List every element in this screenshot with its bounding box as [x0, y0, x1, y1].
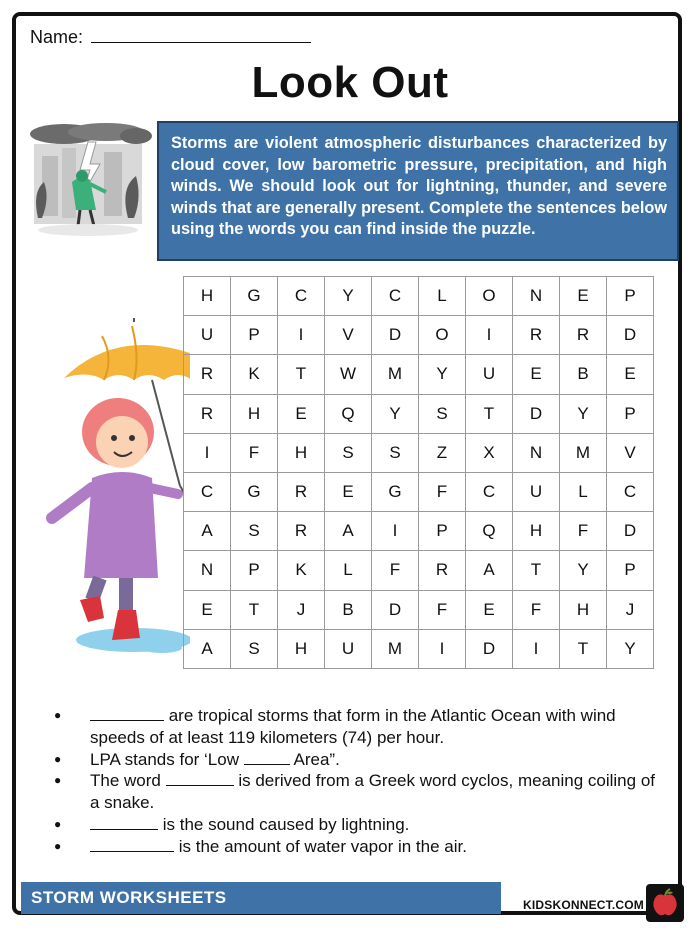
grid-cell[interactable]: T — [231, 590, 278, 629]
grid-cell[interactable]: O — [466, 277, 513, 316]
grid-cell[interactable]: C — [184, 472, 231, 511]
grid-cell[interactable]: J — [607, 590, 654, 629]
grid-row — [184, 277, 654, 316]
grid-cell[interactable]: G — [372, 472, 419, 511]
girl-umbrella-illustration — [22, 318, 190, 664]
grid-cell[interactable]: Y — [560, 551, 607, 590]
grid-cell[interactable]: D — [466, 629, 513, 668]
grid-row — [184, 512, 654, 551]
grid-cell[interactable]: I — [372, 512, 419, 551]
grid-cell[interactable]: P — [607, 551, 654, 590]
grid-cell[interactable]: E — [278, 394, 325, 433]
grid-cell[interactable]: B — [560, 355, 607, 394]
grid-cell[interactable]: H — [513, 512, 560, 551]
grid-cell[interactable]: R — [419, 551, 466, 590]
grid-cell[interactable]: H — [231, 394, 278, 433]
storm-person-illustration — [24, 122, 152, 240]
grid-cell[interactable]: T — [513, 551, 560, 590]
grid-cell[interactable]: C — [278, 277, 325, 316]
grid-cell[interactable]: D — [607, 512, 654, 551]
grid-cell[interactable]: L — [560, 472, 607, 511]
grid-row — [184, 472, 654, 511]
clue-item: ● The word is derived from a Greek word cyclos, meaning coiling of a snake. — [52, 770, 662, 814]
grid-cell[interactable]: Y — [560, 394, 607, 433]
grid-cell[interactable]: R — [184, 394, 231, 433]
grid-cell[interactable]: N — [184, 551, 231, 590]
grid-cell[interactable]: P — [231, 316, 278, 355]
grid-cell[interactable]: U — [184, 316, 231, 355]
grid-cell[interactable]: I — [513, 629, 560, 668]
grid-cell[interactable]: B — [325, 590, 372, 629]
logo-box — [646, 884, 684, 922]
grid-cell[interactable]: F — [419, 472, 466, 511]
grid-cell[interactable]: R — [278, 472, 325, 511]
grid-cell[interactable]: V — [607, 433, 654, 472]
footer-site[interactable]: KIDSKONNECT.COM — [523, 898, 645, 912]
grid-cell[interactable]: F — [513, 590, 560, 629]
grid-cell[interactable]: W — [325, 355, 372, 394]
grid-cell[interactable]: N — [513, 277, 560, 316]
grid-cell[interactable]: G — [231, 277, 278, 316]
grid-cell[interactable]: P — [419, 512, 466, 551]
grid-cell[interactable]: Z — [419, 433, 466, 472]
grid-row — [184, 551, 654, 590]
grid-cell[interactable]: D — [607, 316, 654, 355]
grid-cell[interactable]: X — [466, 433, 513, 472]
grid-cell[interactable]: Y — [607, 629, 654, 668]
grid-cell[interactable]: T — [560, 629, 607, 668]
grid-row — [184, 433, 654, 472]
answer-blank[interactable] — [166, 771, 234, 786]
grid-cell[interactable]: R — [184, 355, 231, 394]
name-label: Name: — [30, 27, 84, 47]
apple-icon — [646, 884, 684, 922]
grid-cell[interactable]: P — [607, 394, 654, 433]
grid-row — [184, 590, 654, 629]
answer-blank[interactable] — [90, 837, 174, 852]
grid-cell[interactable]: D — [372, 316, 419, 355]
answer-blank[interactable] — [244, 750, 290, 765]
grid-cell[interactable]: H — [278, 433, 325, 472]
grid-cell[interactable]: A — [184, 512, 231, 551]
grid-cell[interactable]: C — [372, 277, 419, 316]
grid-cell[interactable]: E — [607, 355, 654, 394]
footer-series-bar: STORM WORKSHEETS — [21, 882, 501, 914]
grid-cell[interactable]: D — [372, 590, 419, 629]
grid-cell[interactable]: S — [372, 433, 419, 472]
grid-cell[interactable]: A — [325, 512, 372, 551]
clue-item: ● LPA stands for ‘Low Area”. — [52, 749, 662, 771]
grid-cell[interactable]: S — [231, 629, 278, 668]
grid-cell[interactable]: M — [372, 355, 419, 394]
answer-blank[interactable] — [90, 815, 158, 830]
grid-cell[interactable]: I — [466, 316, 513, 355]
grid-row — [184, 394, 654, 433]
grid-cell[interactable]: S — [231, 512, 278, 551]
grid-cell[interactable]: E — [466, 590, 513, 629]
word-search-grid — [183, 276, 654, 669]
grid-cell[interactable]: F — [372, 551, 419, 590]
grid-cell[interactable]: C — [466, 472, 513, 511]
grid-cell[interactable]: R — [278, 512, 325, 551]
answer-blank[interactable] — [90, 706, 164, 721]
grid-cell[interactable]: T — [278, 355, 325, 394]
grid-cell[interactable]: H — [184, 277, 231, 316]
grid-cell[interactable]: U — [466, 355, 513, 394]
grid-cell[interactable]: Y — [325, 277, 372, 316]
intro-text: Storms are violent atmospheric disturbances characterized by cloud cover, low barometric pressure, precipitation, and high winds. We should look out for lightning, thunder, and severe winds that are generally present. Complete the sentences below using the words you can find inside the puzzle. — [157, 121, 679, 261]
name-line[interactable] — [91, 26, 311, 43]
grid-cell[interactable]: Y — [419, 355, 466, 394]
grid-cell[interactable]: R — [560, 316, 607, 355]
grid-cell[interactable]: A — [466, 551, 513, 590]
grid-cell[interactable]: P — [231, 551, 278, 590]
grid-cell[interactable]: V — [325, 316, 372, 355]
grid-cell[interactable]: H — [278, 629, 325, 668]
grid-cell[interactable]: S — [419, 394, 466, 433]
grid-cell[interactable]: E — [325, 472, 372, 511]
grid-cell[interactable]: I — [419, 629, 466, 668]
clue-item: ● is the sound caused by lightning. — [52, 814, 662, 836]
grid-cell[interactable]: F — [560, 512, 607, 551]
grid-cell[interactable]: E — [560, 277, 607, 316]
clue-item: ● are tropical storms that form in the Atlantic Ocean with wind speeds of at least 119 kilometers (74) per hour. — [52, 705, 662, 749]
grid-cell[interactable]: Q — [466, 512, 513, 551]
grid-cell[interactable]: H — [560, 590, 607, 629]
grid-cell[interactable]: I — [184, 433, 231, 472]
name-field — [30, 26, 311, 48]
grid-cell[interactable]: L — [325, 551, 372, 590]
grid-cell[interactable]: S — [325, 433, 372, 472]
grid-cell[interactable]: M — [560, 433, 607, 472]
grid-cell[interactable]: M — [372, 629, 419, 668]
grid-cell[interactable]: T — [466, 394, 513, 433]
grid-cell[interactable]: E — [184, 590, 231, 629]
grid-row — [184, 629, 654, 668]
grid-cell[interactable]: Q — [325, 394, 372, 433]
clue-list — [52, 705, 662, 858]
grid-cell[interactable]: L — [419, 277, 466, 316]
grid-cell[interactable]: U — [513, 472, 560, 511]
grid-cell[interactable]: I — [278, 316, 325, 355]
grid-cell[interactable]: R — [513, 316, 560, 355]
grid-cell[interactable]: U — [325, 629, 372, 668]
clue-item: ● is the amount of water vapor in the air. — [52, 836, 662, 858]
grid-cell[interactable]: Y — [372, 394, 419, 433]
grid-cell[interactable]: D — [513, 394, 560, 433]
grid-row — [184, 316, 654, 355]
grid-cell[interactable]: K — [231, 355, 278, 394]
grid-cell[interactable]: K — [278, 551, 325, 590]
grid-cell[interactable]: E — [513, 355, 560, 394]
page-title: Look Out — [251, 58, 449, 107]
grid-cell[interactable]: A — [184, 629, 231, 668]
grid-cell[interactable]: P — [607, 277, 654, 316]
grid-cell[interactable]: J — [278, 590, 325, 629]
grid-cell[interactable]: F — [231, 433, 278, 472]
grid-cell[interactable]: O — [419, 316, 466, 355]
grid-cell[interactable]: C — [607, 472, 654, 511]
grid-cell[interactable]: G — [231, 472, 278, 511]
grid-cell[interactable]: N — [513, 433, 560, 472]
grid-cell[interactable]: F — [419, 590, 466, 629]
grid-row — [184, 355, 654, 394]
